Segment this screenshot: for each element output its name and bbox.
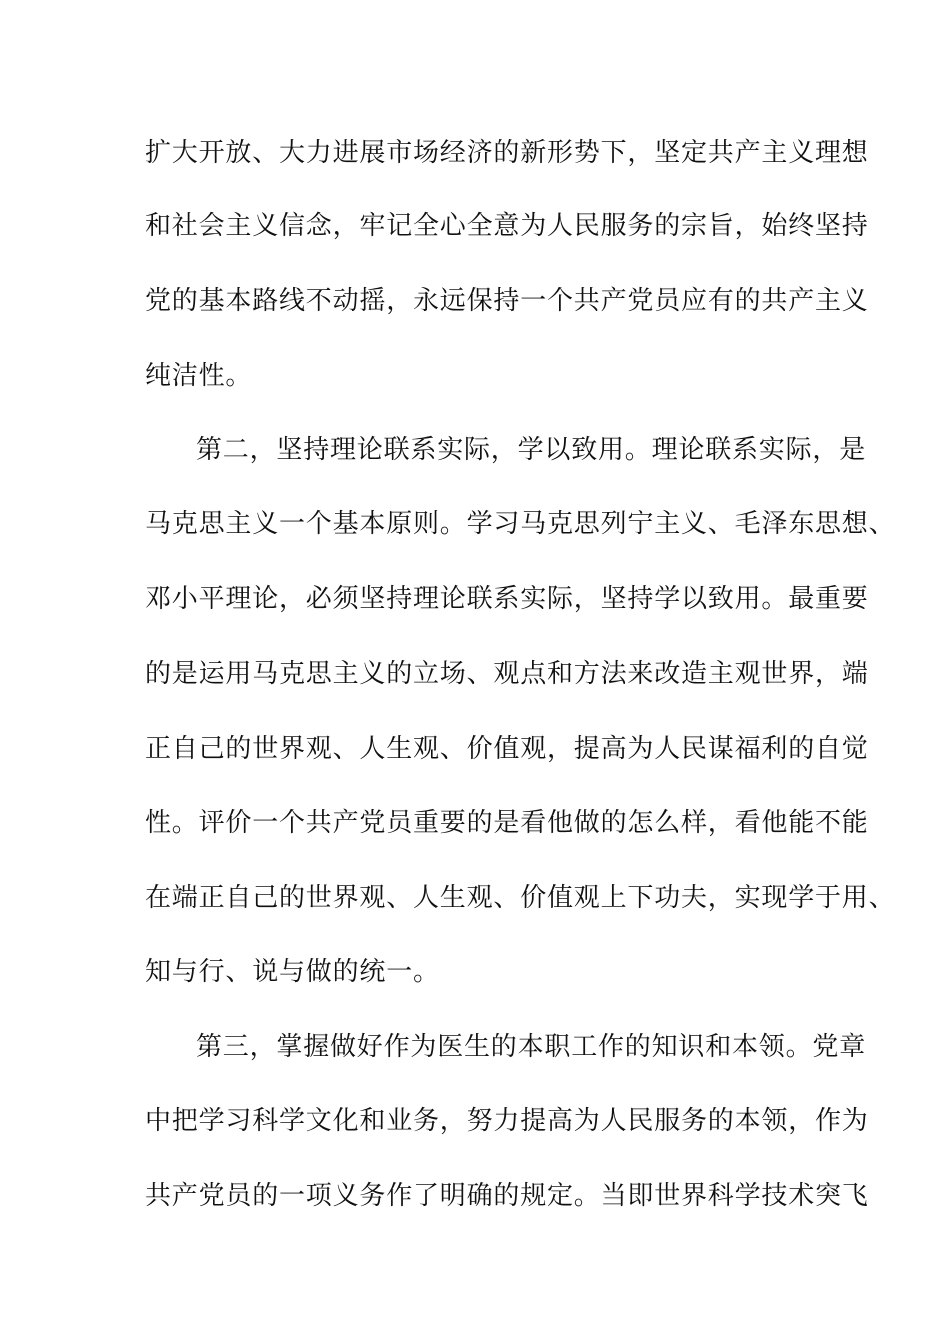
text-line: 知与行、说与做的统一。	[145, 957, 440, 987]
text-line: 共产党员的一项义务作了明确的规定。当即世界科学技术突飞	[145, 1181, 869, 1211]
text-line: 扩大开放、大力进展市场经济的新形势下，坚定共产主义理想	[145, 138, 869, 168]
text-line: 马克思主义一个基本原则。学习马克思列宁主义、毛泽东思想、	[145, 509, 896, 539]
text-line: 中把学习科学文化和业务，努力提高为人民服务的本领，作为	[145, 1106, 869, 1136]
text-line: 性。评价一个共产党员重要的是看他做的怎么样，看他能不能	[145, 808, 869, 838]
text-line: 在端正自己的世界观、人生观、价值观上下功夫，实现学于用、	[145, 883, 896, 913]
text-line: 和社会主义信念，牢记全心全意为人民服务的宗旨，始终坚持	[145, 211, 869, 241]
text-line: 的是运用马克思主义的立场、观点和方法来改造主观世界，端	[145, 659, 869, 689]
text-line: 纯洁性。	[145, 361, 253, 391]
text-line: 邓小平理论，必须坚持理论联系实际，坚持学以致用。最重要	[145, 584, 869, 614]
paragraph-start-line: 第二，坚持理论联系实际，学以致用。理论联系实际，是	[196, 435, 867, 465]
text-line: 党的基本路线不动摇，永远保持一个共产党员应有的共产主义	[145, 286, 869, 316]
paragraph-start-line: 第三，掌握做好作为医生的本职工作的知识和本领。党章	[196, 1032, 867, 1062]
text-line: 正自己的世界观、人生观、价值观，提高为人民谋福利的自觉	[145, 734, 869, 764]
